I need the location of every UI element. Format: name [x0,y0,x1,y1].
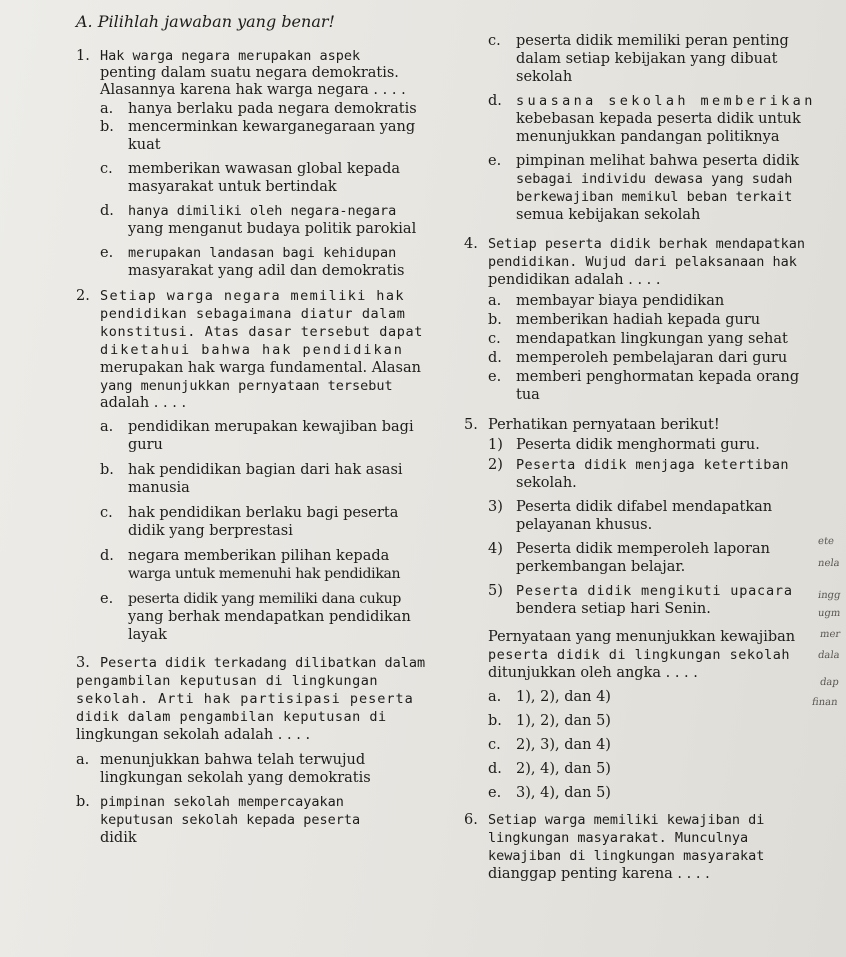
option-text: peserta didik memiliki peran penting [516,33,789,49]
statement-text: Peserta didik menghormati guru. [516,437,760,453]
option-text: pimpinan melihat bahwa peserta didik [516,153,799,169]
statement-number: 3) [488,499,503,515]
option-text: masyarakat yang adil dan demokratis [128,263,405,279]
q4-stem-line: pendidikan. Wujud dari pelaksanaan hak [488,254,797,270]
option-text: memberi penghormatan kepada orang [516,369,800,385]
option-text: hak pendidikan bagian dari hak asasi [128,462,403,478]
option-text: masyarakat untuk bertindak [128,179,337,195]
option-letter: e. [100,245,114,261]
q4-stem-line: pendidikan adalah . . . . [488,272,661,288]
option-letter: a. [76,752,90,768]
option-text: manusia [128,480,190,496]
option-letter: d. [488,350,502,366]
q5-question-line: peserta didik di lingkungan sekolah [488,647,790,663]
q3-number: 3. [76,655,90,671]
option-text: guru [128,437,163,453]
q5-question-line: Pernyataan yang menunjukkan kewajiban [488,629,796,645]
option-letter: a. [488,293,502,309]
option-letter: b. [76,794,90,810]
q3-stem-line: didik dalam pengambilan keputusan di [76,709,387,725]
option-text: warga untuk memenuhi hak pendidikan [128,566,401,582]
option-letter: c. [488,33,501,49]
statement-number: 5) [488,583,503,599]
option-text: menunjukkan bahwa telah terwujud [100,752,366,768]
q6-stem-line: kewajiban di lingkungan masyarakat [488,848,765,864]
q2-stem-line: diketahui bahwa hak pendidikan [100,342,404,358]
option-text: memperoleh pembelajaran dari guru [516,350,788,366]
option-text: kuat [128,137,161,153]
option-letter: b. [100,462,114,478]
edge-fragment: nela [817,558,841,569]
option-text: mencerminkan kewarganegaraan yang [128,119,416,135]
section-title: A. Pilihlah jawaban yang benar! [76,12,335,31]
option-text: peserta didik yang memiliki dana cukup [128,591,402,607]
option-text: sekolah [516,69,573,85]
option-text: hanya dimiliki oleh negara-negara [128,203,397,219]
edge-fragment: ingg [817,590,842,601]
option-text: didik yang berprestasi [128,523,293,539]
option-text: memberikan wawasan global kepada [128,161,401,177]
statement-number: 2) [488,457,503,473]
edge-fragment: dap [819,677,840,688]
statement-text: perkembangan belajar. [516,559,686,575]
option-text: pimpinan sekolah mempercayakan [100,794,344,810]
option-text: negara memberikan pilihan kepada [128,548,390,564]
statement-number: 4) [488,541,503,557]
option-text: yang berhak mendapatkan pendidikan [128,609,411,625]
q5-question-line: ditunjukkan oleh angka . . . . [488,665,698,681]
option-letter: d. [100,203,114,219]
edge-fragment: ugm [817,608,842,619]
q2-stem-line: pendidikan sebagaimana diatur dalam [100,306,406,322]
option-text: tua [516,387,540,403]
option-text: 2), 4), dan 5) [516,761,611,777]
option-text: keputusan sekolah kepada peserta [100,812,361,828]
edge-fragment: finan [811,697,839,708]
q4-number: 4. [464,236,478,252]
option-letter: c. [100,505,113,521]
q1-stem-line: Alasannya karena hak warga negara . . . . [100,82,406,98]
statement-text: pelayanan khusus. [516,517,653,533]
q6-stem-line: lingkungan masyarakat. Munculnya [488,830,749,846]
option-letter: b. [488,713,502,729]
q1-number: 1. [76,48,90,64]
q2-stem-line: merupakan hak warga fundamental. Alasan [100,360,421,376]
q6-stem-line: dianggap penting karena . . . . [488,866,710,882]
option-letter: c. [488,331,501,347]
option-letter: e. [488,153,502,169]
option-text: membayar biaya pendidikan [516,293,725,309]
statement-text: bendera setiap hari Senin. [516,601,711,617]
statement-text: Peserta didik mengikuti upacara [516,583,793,599]
option-text: suasana sekolah memberikan [516,93,816,109]
q3-stem-line: pengambilan keputusan di lingkungan [76,673,378,689]
q2-stem-line: Setiap warga negara memiliki hak [100,288,405,304]
option-text: berkewajiban memikul beban terkait [516,189,793,205]
option-text: layak [128,627,167,643]
option-letter: c. [488,737,501,753]
q1-stem-line: penting dalam suatu negara demokratis. [100,65,399,81]
option-text: dalam setiap kebijakan yang dibuat [516,51,778,67]
q3-stem-line: sekolah. Arti hak partisipasi peserta [76,691,414,707]
option-text: kebebasan kepada peserta didik untuk [516,111,801,127]
option-letter: d. [488,761,502,777]
option-text: 1), 2), dan 4) [516,689,611,705]
q6-number: 6. [464,812,478,828]
option-text: sebagai individu dewasa yang sudah [516,171,793,187]
option-letter: a. [100,101,114,117]
statement-text: Peserta didik difabel mendapatkan [516,499,773,515]
statement-number: 1) [488,437,503,453]
option-text: hanya berlaku pada negara demokratis [128,101,417,117]
edge-fragment: ete [817,536,835,547]
statement-text: Peserta didik menjaga ketertiban [516,457,789,473]
option-text: menunjukkan pandangan politiknya [516,129,780,145]
q2-stem-line: konstitusi. Atas dasar tersebut dapat [100,324,423,340]
option-letter: b. [100,119,114,135]
statement-text: sekolah. [516,475,577,491]
q3-stem-line: lingkungan sekolah adalah . . . . [76,727,311,743]
q4-stem-line: Setiap peserta didik berhak mendapatkan [488,236,805,252]
option-letter: d. [100,548,114,564]
option-text: yang menganut budaya politik parokial [128,221,417,237]
q2-stem-line: adalah . . . . [100,395,187,411]
option-letter: a. [488,689,502,705]
option-text: 3), 4), dan 5) [516,785,611,801]
q6-stem-line: Setiap warga memiliki kewajiban di [488,812,765,828]
option-text: merupakan landasan bagi kehidupan [128,245,397,261]
q2-number: 2. [76,288,90,304]
q5-number: 5. [464,417,478,433]
edge-fragment: mer [819,629,841,640]
option-text: hak pendidikan berlaku bagi peserta [128,505,399,521]
option-letter: a. [100,419,114,435]
option-letter: e. [100,591,114,607]
q2-stem-line: yang menunjukkan pernyataan tersebut [100,378,393,394]
option-text: 1), 2), dan 5) [516,713,611,729]
option-letter: c. [100,161,113,177]
option-letter: e. [488,369,502,385]
option-text: mendapatkan lingkungan yang sehat [516,331,788,347]
option-letter: d. [488,93,502,109]
option-text: didik [100,830,137,846]
q5-stem-line: Perhatikan pernyataan berikut! [488,417,720,433]
option-text: semua kebijakan sekolah [516,207,701,223]
option-text: pendidikan merupakan kewajiban bagi [128,419,414,435]
option-letter: e. [488,785,502,801]
statement-text: Peserta didik memperoleh laporan [516,541,770,557]
option-text: lingkungan sekolah yang demokratis [100,770,371,786]
option-text: 2), 3), dan 4) [516,737,611,753]
q3-stem-line: Peserta didik terkadang dilibatkan dalam [100,655,426,671]
option-text: memberikan hadiah kepada guru [516,312,761,328]
option-letter: b. [488,312,502,328]
q1-stem-line: Hak warga negara merupakan aspek [100,48,361,64]
edge-fragment: dala [817,650,841,661]
